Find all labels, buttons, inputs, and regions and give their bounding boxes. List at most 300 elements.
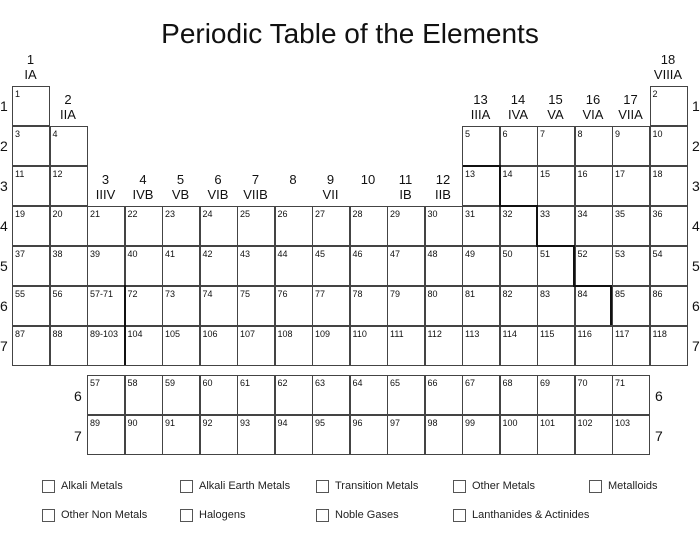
atomic-number: 42 — [202, 249, 213, 259]
group-header-17 — [612, 92, 649, 122]
atomic-number: 79 — [390, 289, 401, 299]
legend-label: Other Metals — [472, 480, 535, 492]
legend-item[interactable] — [316, 506, 399, 524]
element-cell[interactable] — [612, 246, 650, 286]
element-cell[interactable] — [200, 246, 238, 286]
element-cell[interactable] — [650, 326, 688, 366]
atomic-number: 108 — [277, 329, 293, 339]
atomic-number: 81 — [465, 289, 476, 299]
group-number: 11 — [398, 172, 413, 187]
group-header-14 — [500, 92, 537, 122]
element-cell[interactable] — [462, 415, 500, 455]
element-cell[interactable] — [312, 326, 350, 366]
period-label-left: 2 — [0, 138, 8, 154]
element-cell[interactable] — [237, 375, 275, 415]
element-cell[interactable] — [162, 246, 200, 286]
atomic-number: 26 — [277, 209, 288, 219]
atomic-number: 75 — [240, 289, 251, 299]
atomic-number: 80 — [427, 289, 438, 299]
element-cell[interactable] — [537, 166, 575, 206]
metal-nonmetal-divider — [499, 205, 536, 207]
atomic-number: 91 — [165, 418, 176, 428]
element-cell[interactable] — [650, 206, 688, 246]
metal-nonmetal-divider — [499, 165, 501, 205]
element-cell[interactable] — [425, 415, 463, 455]
legend-checkbox[interactable] — [42, 509, 55, 522]
legend-item[interactable] — [589, 477, 658, 495]
element-cell[interactable] — [425, 375, 463, 415]
element-cell[interactable] — [612, 415, 650, 455]
element-cell[interactable] — [12, 326, 50, 366]
element-cell[interactable] — [275, 206, 313, 246]
group-header-15 — [537, 92, 574, 122]
element-cell[interactable] — [650, 286, 688, 326]
element-cell[interactable] — [575, 286, 613, 326]
element-cell[interactable] — [500, 166, 538, 206]
group-header-9 — [312, 172, 349, 202]
atomic-number: 66 — [427, 378, 438, 388]
group-header-1 — [12, 52, 49, 82]
f-block-period-label-left: 6 — [74, 388, 82, 404]
group-header-10 — [350, 172, 387, 187]
atomic-number: 98 — [427, 418, 438, 428]
atomic-number: 19 — [15, 209, 26, 219]
atomic-number: 92 — [202, 418, 213, 428]
element-cell[interactable] — [237, 286, 275, 326]
element-cell[interactable] — [237, 246, 275, 286]
group-header-11 — [387, 172, 424, 202]
group-number: 18 — [660, 52, 676, 67]
element-cell[interactable] — [462, 126, 500, 166]
element-cell[interactable] — [125, 286, 163, 326]
element-cell[interactable] — [125, 415, 163, 455]
element-cell[interactable] — [612, 126, 650, 166]
group-header-3 — [87, 172, 124, 202]
element-cell[interactable] — [125, 206, 163, 246]
period-label-left: 7 — [0, 338, 8, 354]
atomic-number: 110 — [352, 329, 367, 339]
legend-item[interactable] — [42, 506, 147, 524]
group-roman: IA — [24, 67, 37, 82]
group-number: 14 — [510, 92, 526, 107]
element-cell[interactable] — [462, 326, 500, 366]
element-cell[interactable] — [350, 246, 388, 286]
element-cell[interactable] — [50, 326, 88, 366]
element-cell[interactable] — [200, 206, 238, 246]
element-cell[interactable] — [612, 326, 650, 366]
atomic-number: 11 — [15, 169, 25, 179]
element-cell[interactable] — [575, 326, 613, 366]
atomic-number: 41 — [165, 249, 176, 259]
atomic-number: 30 — [427, 209, 438, 219]
element-cell[interactable] — [612, 286, 650, 326]
element-cell[interactable] — [575, 166, 613, 206]
legend-checkbox[interactable] — [42, 480, 55, 493]
atomic-number: 106 — [202, 329, 218, 339]
legend-label: Lanthanides & Actinides — [472, 509, 590, 521]
group-header-8 — [275, 172, 312, 187]
element-cell[interactable] — [537, 126, 575, 166]
element-cell[interactable] — [162, 206, 200, 246]
atomic-number: 29 — [390, 209, 401, 219]
atomic-number: 57-71 — [90, 289, 114, 299]
legend-label: Noble Gases — [335, 509, 399, 521]
element-cell[interactable] — [275, 246, 313, 286]
element-cell[interactable] — [200, 286, 238, 326]
lanthanide-actinide-divider — [124, 285, 126, 365]
atomic-number: 112 — [427, 329, 442, 339]
atomic-number: 24 — [202, 209, 213, 219]
element-cell[interactable] — [650, 86, 688, 126]
atomic-number: 72 — [127, 289, 138, 299]
element-cell[interactable] — [500, 415, 538, 455]
group-roman: IVB — [132, 187, 154, 202]
group-number: 5 — [176, 172, 185, 187]
atomic-number: 84 — [577, 289, 588, 299]
element-cell[interactable] — [200, 375, 238, 415]
element-cell[interactable] — [237, 326, 275, 366]
element-cell[interactable] — [387, 206, 425, 246]
element-cell[interactable] — [50, 166, 88, 206]
legend-checkbox[interactable] — [453, 509, 466, 522]
group-roman: VB — [171, 187, 190, 202]
group-roman: VIB — [207, 187, 229, 202]
atomic-number: 55 — [15, 289, 26, 299]
group-roman: IIIA — [470, 107, 491, 122]
atomic-number: 111 — [390, 329, 404, 339]
group-number: 12 — [435, 172, 451, 187]
metal-nonmetal-divider — [573, 245, 575, 285]
atomic-number: 23 — [165, 209, 176, 219]
element-cell[interactable] — [500, 286, 538, 326]
legend-item[interactable] — [453, 477, 535, 495]
element-cell[interactable] — [350, 206, 388, 246]
atomic-number: 43 — [240, 249, 251, 259]
element-cell[interactable] — [162, 375, 200, 415]
group-header-6 — [200, 172, 237, 202]
element-cell[interactable] — [125, 246, 163, 286]
group-number: 3 — [101, 172, 110, 187]
element-cell[interactable] — [87, 415, 125, 455]
element-cell[interactable] — [425, 206, 463, 246]
element-cell[interactable] — [87, 375, 125, 415]
atomic-number: 18 — [652, 169, 663, 179]
atomic-number: 94 — [277, 418, 288, 428]
atomic-number: 57 — [90, 378, 101, 388]
atomic-number: 64 — [352, 378, 363, 388]
period-label-left: 4 — [0, 218, 8, 234]
element-cell[interactable] — [237, 415, 275, 455]
legend-label: Transition Metals — [335, 480, 419, 492]
atomic-number: 117 — [615, 329, 630, 339]
atomic-number: 22 — [127, 209, 138, 219]
group-roman: IVA — [508, 107, 528, 122]
group-roman: VIA — [582, 107, 604, 122]
element-cell[interactable] — [387, 326, 425, 366]
group-roman: VIIIA — [653, 67, 683, 82]
legend-checkbox[interactable] — [453, 480, 466, 493]
legend-label: Alkali Earth Metals — [199, 480, 291, 492]
element-cell[interactable] — [650, 166, 688, 206]
group-number: 15 — [548, 92, 563, 107]
atomic-number: 6 — [502, 129, 508, 139]
atomic-number: 16 — [577, 169, 588, 179]
element-cell[interactable] — [462, 246, 500, 286]
element-cell[interactable] — [200, 326, 238, 366]
element-cell[interactable] — [12, 86, 50, 126]
group-roman: IIIV — [95, 187, 116, 202]
element-cell[interactable] — [462, 206, 500, 246]
atomic-number: 38 — [52, 249, 63, 259]
element-cell[interactable] — [537, 326, 575, 366]
element-cell[interactable] — [425, 326, 463, 366]
element-cell[interactable] — [500, 326, 538, 366]
element-cell[interactable] — [462, 375, 500, 415]
element-cell[interactable] — [350, 286, 388, 326]
element-cell[interactable] — [650, 246, 688, 286]
atomic-number: 60 — [202, 378, 213, 388]
element-cell[interactable] — [312, 286, 350, 326]
legend-checkbox[interactable] — [316, 480, 329, 493]
atomic-number: 86 — [652, 289, 663, 299]
atomic-number: 5 — [465, 129, 471, 139]
element-cell[interactable] — [537, 415, 575, 455]
element-cell[interactable] — [162, 286, 200, 326]
group-number: 4 — [139, 172, 147, 187]
element-cell[interactable] — [575, 375, 613, 415]
element-cell[interactable] — [12, 166, 50, 206]
group-header-16 — [575, 92, 612, 122]
atomic-number: 96 — [352, 418, 363, 428]
f-block-period-label-right: 7 — [655, 428, 663, 444]
page-title: Periodic Table of the Elements — [161, 18, 539, 49]
metal-nonmetal-divider — [536, 245, 573, 247]
group-roman: IIA — [60, 107, 76, 122]
element-cell[interactable] — [500, 206, 538, 246]
element-cell[interactable] — [275, 375, 313, 415]
group-header-4 — [125, 172, 162, 202]
element-cell[interactable] — [462, 286, 500, 326]
atomic-number: 10 — [652, 129, 663, 139]
metal-nonmetal-divider — [610, 285, 612, 325]
atomic-number: 56 — [52, 289, 63, 299]
group-header-18 — [650, 52, 687, 82]
period-label-right: 6 — [692, 298, 700, 314]
element-cell[interactable] — [537, 246, 575, 286]
element-cell[interactable] — [612, 375, 650, 415]
atomic-number: 45 — [315, 249, 326, 259]
atomic-number: 31 — [465, 209, 476, 219]
element-cell[interactable] — [12, 206, 50, 246]
atomic-number: 77 — [315, 289, 326, 299]
element-cell[interactable] — [612, 166, 650, 206]
element-cell[interactable] — [237, 206, 275, 246]
element-cell[interactable] — [312, 415, 350, 455]
group-header-5 — [162, 172, 199, 202]
group-number: 2 — [64, 92, 72, 107]
atomic-number: 4 — [52, 129, 58, 139]
element-cell[interactable] — [275, 326, 313, 366]
element-cell[interactable] — [125, 326, 163, 366]
element-cell[interactable] — [162, 326, 200, 366]
atomic-number: 116 — [577, 329, 592, 339]
atomic-number: 78 — [352, 289, 363, 299]
group-roman: IIB — [435, 187, 451, 202]
element-cell[interactable] — [537, 206, 575, 246]
atomic-number: 3 — [15, 129, 21, 139]
atomic-number: 67 — [465, 378, 476, 388]
atomic-number: 88 — [52, 329, 63, 339]
element-cell[interactable] — [87, 246, 125, 286]
legend-item[interactable] — [180, 506, 245, 524]
element-cell[interactable] — [500, 246, 538, 286]
element-cell[interactable] — [350, 415, 388, 455]
atomic-number: 48 — [427, 249, 438, 259]
element-cell[interactable] — [87, 326, 125, 366]
atomic-number: 14 — [502, 169, 513, 179]
atomic-number: 28 — [352, 209, 363, 219]
element-cell[interactable] — [312, 246, 350, 286]
atomic-number: 51 — [540, 249, 551, 259]
element-cell[interactable] — [275, 286, 313, 326]
atomic-number: 52 — [577, 249, 588, 259]
element-cell[interactable] — [387, 286, 425, 326]
atomic-number: 44 — [277, 249, 288, 259]
element-cell[interactable] — [387, 246, 425, 286]
element-cell[interactable] — [87, 286, 125, 326]
atomic-number: 109 — [315, 329, 331, 339]
element-cell[interactable] — [537, 375, 575, 415]
atomic-number: 93 — [240, 418, 251, 428]
legend-checkbox[interactable] — [589, 480, 602, 493]
atomic-number: 105 — [165, 329, 181, 339]
atomic-number: 115 — [540, 329, 555, 339]
atomic-number: 9 — [615, 129, 621, 139]
group-roman: VII — [322, 187, 339, 202]
f-block-period-label-right: 6 — [655, 388, 663, 404]
element-cell[interactable] — [462, 166, 500, 206]
atomic-number: 103 — [615, 418, 631, 428]
element-cell[interactable] — [650, 126, 688, 166]
element-cell[interactable] — [312, 206, 350, 246]
metal-nonmetal-divider — [536, 205, 538, 245]
legend-checkbox[interactable] — [180, 509, 193, 522]
element-cell[interactable] — [312, 375, 350, 415]
f-block-period-label-left: 7 — [74, 428, 82, 444]
group-number: 6 — [214, 172, 222, 187]
atomic-number: 36 — [652, 209, 663, 219]
atomic-number: 101 — [540, 418, 556, 428]
atomic-number: 58 — [127, 378, 138, 388]
atomic-number: 50 — [502, 249, 513, 259]
atomic-number: 90 — [127, 418, 138, 428]
atomic-number: 113 — [465, 329, 480, 339]
atomic-number: 39 — [90, 249, 101, 259]
period-label-right: 1 — [692, 98, 700, 114]
atomic-number: 49 — [465, 249, 476, 259]
atomic-number: 40 — [127, 249, 138, 259]
legend-checkbox[interactable] — [316, 509, 329, 522]
legend-label: Halogens — [199, 509, 246, 521]
element-cell[interactable] — [87, 206, 125, 246]
group-number: 16 — [585, 92, 601, 107]
metal-nonmetal-divider — [463, 165, 500, 167]
element-cell[interactable] — [537, 286, 575, 326]
atomic-number: 118 — [652, 329, 667, 339]
legend-label: Other Non Metals — [61, 509, 148, 521]
atomic-number: 37 — [15, 249, 26, 259]
element-cell[interactable] — [500, 126, 538, 166]
period-label-right: 4 — [692, 218, 700, 234]
atomic-number: 17 — [615, 169, 626, 179]
group-number: 1 — [26, 52, 35, 67]
element-cell[interactable] — [425, 286, 463, 326]
atomic-number: 85 — [615, 289, 626, 299]
legend-item[interactable] — [316, 477, 418, 495]
atomic-number: 82 — [502, 289, 513, 299]
element-cell[interactable] — [500, 375, 538, 415]
atomic-number: 13 — [465, 169, 476, 179]
element-cell[interactable] — [125, 375, 163, 415]
group-number: 8 — [289, 172, 297, 187]
element-cell[interactable] — [50, 246, 88, 286]
group-header-13 — [462, 92, 499, 122]
element-cell[interactable] — [612, 206, 650, 246]
legend-item[interactable] — [453, 506, 589, 524]
element-cell[interactable] — [12, 246, 50, 286]
element-cell[interactable] — [12, 286, 50, 326]
atomic-number: 71 — [615, 378, 626, 388]
element-cell[interactable] — [575, 206, 613, 246]
atomic-number: 95 — [315, 418, 326, 428]
atomic-number: 59 — [165, 378, 176, 388]
element-cell[interactable] — [350, 326, 388, 366]
element-cell[interactable] — [387, 375, 425, 415]
element-cell[interactable] — [12, 126, 50, 166]
group-roman: IB — [399, 187, 412, 202]
element-cell[interactable] — [425, 246, 463, 286]
element-cell[interactable] — [350, 375, 388, 415]
legend-checkbox[interactable] — [180, 480, 193, 493]
legend-item[interactable] — [42, 477, 123, 495]
atomic-number: 76 — [277, 289, 288, 299]
element-cell[interactable] — [275, 415, 313, 455]
element-cell[interactable] — [575, 415, 613, 455]
period-label-left: 3 — [0, 178, 8, 194]
group-number: 17 — [623, 92, 638, 107]
atomic-number: 46 — [352, 249, 363, 259]
legend-label: Metalloids — [608, 480, 658, 492]
atomic-number: 114 — [502, 329, 517, 339]
atomic-number: 73 — [165, 289, 176, 299]
atomic-number: 62 — [277, 378, 288, 388]
legend-item[interactable] — [180, 477, 290, 495]
element-cell[interactable] — [50, 286, 88, 326]
element-cell[interactable] — [162, 415, 200, 455]
element-cell[interactable] — [387, 415, 425, 455]
atomic-number: 97 — [390, 418, 401, 428]
element-cell[interactable] — [50, 206, 88, 246]
group-roman: VA — [547, 107, 564, 122]
element-cell[interactable] — [575, 246, 613, 286]
element-cell[interactable] — [200, 415, 238, 455]
element-cell[interactable] — [50, 126, 88, 166]
element-cell[interactable] — [575, 126, 613, 166]
atomic-number: 8 — [577, 129, 583, 139]
atomic-number: 53 — [615, 249, 626, 259]
atomic-number: 20 — [52, 209, 63, 219]
atomic-number: 107 — [240, 329, 256, 339]
